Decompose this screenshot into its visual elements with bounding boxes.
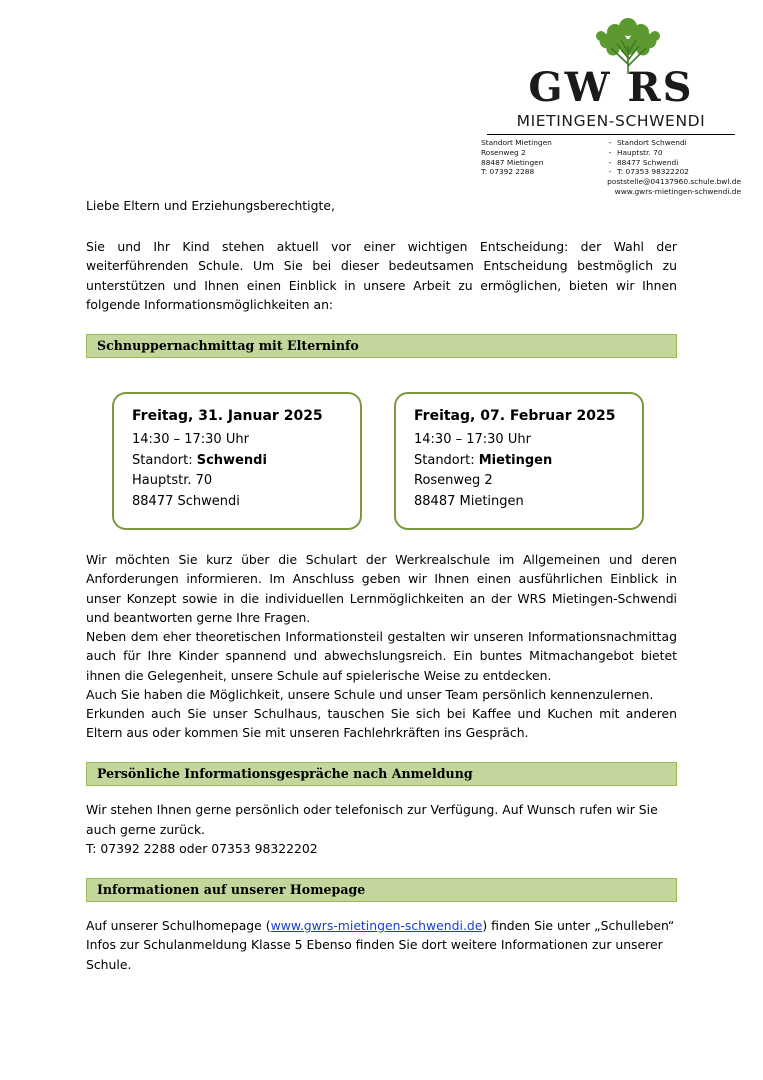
phone-left: T: 07392 2288 [481,167,535,177]
date-box-time: 14:30 – 17:30 Uhr [414,432,531,448]
section-heading-informationsgespraeche: Persönliche Informationsgespräche nach Anmeldung [86,762,677,786]
date-box-street: Hauptstr. 70 [132,473,213,489]
school-letterhead [481,14,741,197]
date-box-city: 88487 Mietingen [414,493,524,509]
date-box-street: Rosenweg 2 [414,473,493,489]
phone-right: T: 07353 98322202 [616,167,689,177]
address-right: Hauptstr. 70 [616,147,663,157]
date-box-schwendi [112,392,362,530]
address-row [481,148,741,158]
body-paragraph-5: Wir stehen Ihnen gerne persönlich oder telefonisch zur Verfügung. Auf Wunsch rufen wir Sie auch gerne zurück. [86,802,658,837]
school-name-subtitle: MIETINGEN-SCHWENDI [516,112,706,130]
date-box-location-label: Standort: [414,452,475,468]
body-paragraph-1: Wir möchten Sie kurz über die Schulart der Werkrealschule im Allgemeinen und deren Anforderungen informieren. Im Anschluss geben wir Ihnen einen ausführlichen Einblick in unser Konzept sowie in die individuellen Lernmöglichkeiten an der WRS Mietingen-Schwendi und beantworten gerne Ihre Fragen. [86,552,677,625]
date-box-location-label: Standort: [132,452,193,468]
address-left: Rosenweg 2 [481,147,526,157]
phone-line: T: 07392 2288 oder 07353 98322202 [86,840,318,856]
homepage-prefix: Auf unserer Schulhomepage ( [86,918,271,934]
section-heading-schnuppernachmittag: Schnuppernachmittag mit Elterninfo [86,334,677,358]
letter-body [86,196,677,974]
address-dash: - [608,157,612,167]
date-box-location [414,451,624,472]
date-box-time: 14:30 – 17:30 Uhr [132,432,249,448]
body-paragraph-2: Neben dem eher theoretischen Informationsteil gestalten wir unseren Informationsnachmittag auch für Ihre Kinder spannend und abwechslungsreich. Ein buntes Mitmachangebot bietet ihnen die Gelegenheit, unsere Schule auf spielerische Weise zu entdecken. [86,629,677,683]
salutation: Liebe Eltern und Erziehungsberechtigte, [86,198,335,213]
school-email[interactable]: poststelle@04137960.schule.bwl.de [607,177,741,187]
address-dash: - [608,147,612,157]
address-row [481,167,741,177]
address-dash: - [608,167,612,177]
date-box-title: Freitag, 07. Februar 2025 [414,408,616,425]
address-row [481,158,741,168]
date-box-city: 88477 Schwendi [132,493,240,509]
school-website[interactable]: www.gwrs-mietingen-schwendi.de [614,186,741,196]
address-dash: - [608,138,612,147]
date-box-title: Freitag, 31. Januar 2025 [132,408,323,425]
date-box-location [132,451,342,472]
intro-paragraph: Sie und Ihr Kind stehen aktuell vor einer wichtigen Entscheidung: der Wahl der weiterführenden Schule. Um Sie bei dieser bedeutsamen Entscheidung bestmöglich zu unterstützen und Ihnen einen Einblick in unsere Arbeit zu ermöglichen, bieten wir Ihnen folgende Informationsmöglichkeiten an: [86,239,677,312]
body-paragraph-3: Auch Sie haben die Möglichkeit, unsere Schule und unser Team persönlich kennenzulernen. [86,686,654,702]
date-box-location-value: Mietingen [478,452,553,468]
address-row [481,138,741,148]
section-heading-homepage: Informationen auf unserer Homepage [86,878,677,902]
address-right: 88477 Schwendi [616,157,679,167]
body-paragraph-4: Erkunden auch Sie unser Schulhaus, tauschen Sie sich bei Kaffee und Kuchen mit anderen Eltern aus oder kommen Sie mit unseren Fachlehrkräften ins Gespräch. [86,705,677,741]
homepage-paragraph [86,916,677,974]
date-box-group [86,392,677,530]
date-box-mietingen [394,392,644,530]
address-left: Standort Mietingen [481,138,552,147]
address-right: Standort Schwendi [616,138,687,147]
homepage-suffix: ) finden Sie unter „Schulleben“ Infos zur Schulanmeldung Klasse 5 Ebenso finden Sie dort weitere Informationen zur unserer Schule. [86,918,675,972]
school-wordmark: GW RS [528,64,694,111]
header-divider [487,134,735,135]
homepage-link[interactable]: www.gwrs-mietingen-schwendi.de [270,918,483,934]
date-box-location-value: Schwendi [196,452,267,468]
school-address-block [481,138,741,197]
address-left: 88487 Mietingen [481,157,544,167]
